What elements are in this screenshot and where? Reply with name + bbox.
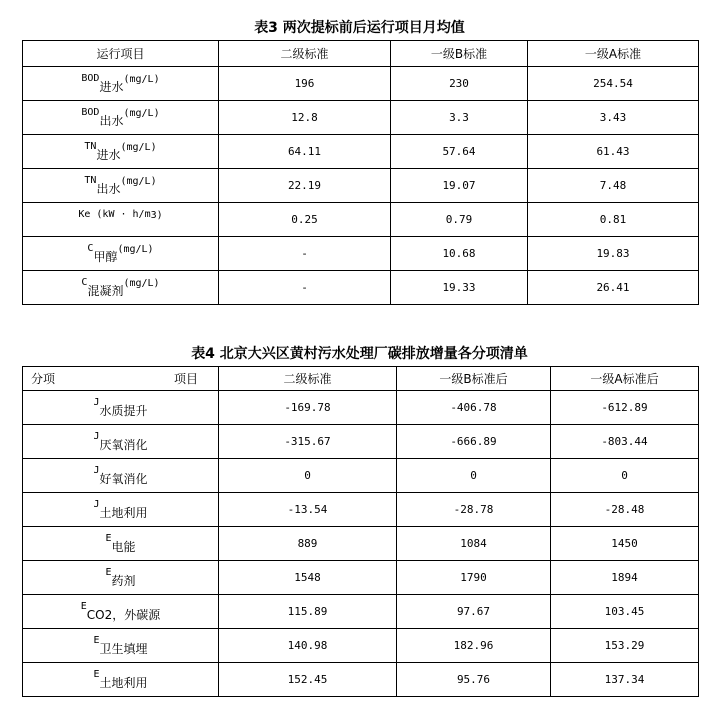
- table-cell: 1548: [219, 561, 397, 595]
- symbol-subscript: 好氧消化: [99, 471, 148, 486]
- row-symbol: [84, 141, 156, 163]
- table-row: [23, 459, 699, 493]
- table-cell: 12.8: [219, 101, 391, 135]
- row-label: [23, 561, 219, 595]
- table-cell: 7.48: [528, 169, 699, 203]
- symbol-unit: (mg/L): [123, 277, 160, 289]
- table-row: [23, 101, 699, 135]
- table-cell: 61.43: [528, 135, 699, 169]
- table3-header-grade1a: 一级A标准: [528, 41, 699, 67]
- symbol-base: E: [105, 566, 112, 578]
- symbol-base: J: [93, 430, 100, 442]
- table-row: [23, 595, 699, 629]
- table-row: [23, 237, 699, 271]
- table-cell: 140.98: [219, 629, 397, 663]
- table-cell: -: [219, 271, 391, 305]
- table-cell: -666.89: [397, 425, 551, 459]
- table-cell: 97.67: [397, 595, 551, 629]
- table-cell: 103.45: [551, 595, 699, 629]
- table-cell: 0.25: [219, 203, 391, 237]
- table3: [22, 40, 699, 305]
- row-symbol: [93, 499, 147, 521]
- table3-header-row: [23, 41, 699, 67]
- symbol-base: E: [93, 634, 100, 646]
- table-row: [23, 425, 699, 459]
- table-cell: 182.96: [397, 629, 551, 663]
- row-symbol: [93, 465, 147, 487]
- table-cell: 0: [219, 459, 397, 493]
- table-cell: 196: [219, 67, 391, 101]
- row-symbol: [78, 209, 162, 230]
- table-row: [23, 527, 699, 561]
- row-symbol: [84, 175, 156, 197]
- table-row: [23, 629, 699, 663]
- symbol-subscript: 土地利用: [99, 675, 148, 690]
- table-cell: 3.43: [528, 101, 699, 135]
- symbol-base: J: [93, 396, 100, 408]
- row-label: [23, 271, 219, 305]
- symbol-unit: (mg/L): [120, 175, 157, 187]
- table-cell: -803.44: [551, 425, 699, 459]
- table-cell: 64.11: [219, 135, 391, 169]
- symbol-base: C: [87, 242, 94, 254]
- table-row: [23, 203, 699, 237]
- symbol-subscript: 卫生填埋: [99, 641, 148, 656]
- symbol-base: TN: [84, 140, 97, 152]
- symbol-unit: 3): [150, 210, 163, 221]
- symbol-unit: (mg/L): [123, 73, 160, 85]
- table-cell: 10.68: [391, 237, 528, 271]
- table-row: [23, 493, 699, 527]
- row-label: [23, 527, 219, 561]
- symbol-subscript: 进水: [96, 147, 121, 162]
- table-row: [23, 663, 699, 697]
- symbol-unit: (mg/L): [123, 107, 160, 119]
- table-cell: -406.78: [397, 391, 551, 425]
- table-cell: 153.29: [551, 629, 699, 663]
- row-label: [23, 237, 219, 271]
- symbol-subscript: 厌氧消化: [99, 437, 148, 452]
- table-cell: 19.07: [391, 169, 528, 203]
- table4-header-secondary: 二级标准: [219, 367, 397, 391]
- table-cell: 230: [391, 67, 528, 101]
- row-symbol: [81, 277, 159, 299]
- table4-header-row: [23, 367, 699, 391]
- row-symbol: [81, 107, 159, 129]
- row-label: [23, 493, 219, 527]
- symbol-base: BOD: [81, 106, 100, 118]
- table-cell: 95.76: [397, 663, 551, 697]
- table4-header-item: [23, 367, 219, 391]
- table-cell: -169.78: [219, 391, 397, 425]
- table-cell: 0.79: [391, 203, 528, 237]
- table4: [22, 366, 699, 697]
- table-cell: 115.89: [219, 595, 397, 629]
- symbol-subscript: 电能: [111, 539, 136, 554]
- table-cell: 57.64: [391, 135, 528, 169]
- row-symbol: [87, 243, 153, 265]
- table4-header-project: 项目: [173, 372, 198, 386]
- row-symbol: [93, 635, 147, 657]
- row-label: [23, 663, 219, 697]
- table-row: [23, 135, 699, 169]
- table-cell: 137.34: [551, 663, 699, 697]
- table3-header-secondary: 二级标准: [219, 41, 391, 67]
- table-row: [23, 561, 699, 595]
- table4-header-category: 分项: [31, 372, 56, 386]
- table-cell: 22.19: [219, 169, 391, 203]
- symbol-subscript: 混凝剂: [87, 283, 124, 298]
- symbol-base: J: [93, 498, 100, 510]
- row-symbol: [81, 601, 161, 623]
- symbol-subscript: 水质提升: [99, 403, 148, 418]
- table-row: [23, 169, 699, 203]
- symbol-subscript: 甲醇: [93, 249, 118, 264]
- symbol-base: C: [81, 276, 88, 288]
- table-cell: 19.83: [528, 237, 699, 271]
- row-label: [23, 67, 219, 101]
- row-label: [23, 391, 219, 425]
- table-cell: -: [219, 237, 391, 271]
- table-cell: 1894: [551, 561, 699, 595]
- row-label: [23, 101, 219, 135]
- symbol-base: J: [93, 464, 100, 476]
- table-cell: 0: [551, 459, 699, 493]
- table-cell: 1084: [397, 527, 551, 561]
- symbol-subscript: 土地利用: [99, 505, 148, 520]
- table-cell: -315.67: [219, 425, 397, 459]
- table3-header-item: 运行项目: [23, 41, 219, 67]
- table-row: [23, 391, 699, 425]
- symbol-unit: (mg/L): [117, 243, 154, 255]
- table3-caption: 表3 两次提标前后运行项目月均值: [254, 20, 465, 36]
- table-cell: -28.48: [551, 493, 699, 527]
- row-symbol: [105, 533, 135, 555]
- table3-header-grade1b: 一级B标准: [391, 41, 528, 67]
- symbol-base: E: [80, 600, 87, 612]
- table-cell: 3.3: [391, 101, 528, 135]
- table-cell: 19.33: [391, 271, 528, 305]
- row-symbol: [93, 669, 147, 691]
- row-symbol: [81, 73, 159, 95]
- table-cell: 889: [219, 527, 397, 561]
- symbol-base: E: [93, 668, 100, 680]
- table4-header-grade1a: 一级A标准后: [551, 367, 699, 391]
- symbol-base: TN: [84, 174, 97, 186]
- symbol-unit: (mg/L): [120, 141, 157, 153]
- row-label: [23, 595, 219, 629]
- symbol-subscript: 进水: [99, 79, 124, 94]
- table-cell: 254.54: [528, 67, 699, 101]
- row-symbol: [93, 397, 147, 419]
- row-label: [23, 169, 219, 203]
- symbol-subscript: 出水: [96, 181, 121, 196]
- table-cell: 152.45: [219, 663, 397, 697]
- row-label: [23, 629, 219, 663]
- row-label: [23, 459, 219, 493]
- table4-header-grade1b: 一级B标准后: [397, 367, 551, 391]
- table-row: [23, 67, 699, 101]
- table-row: [23, 271, 699, 305]
- table-cell: 26.41: [528, 271, 699, 305]
- table-cell: 0: [397, 459, 551, 493]
- row-label: [23, 425, 219, 459]
- symbol-base: Ke (kW · h/m: [78, 209, 151, 220]
- symbol-base: E: [105, 532, 112, 544]
- table-cell: 1790: [397, 561, 551, 595]
- table-cell: 0.81: [528, 203, 699, 237]
- row-symbol: [93, 431, 147, 453]
- symbol-base: BOD: [81, 72, 100, 84]
- symbol-subscript: CO2，外碳源: [86, 607, 161, 622]
- row-label: [23, 135, 219, 169]
- row-label: [23, 203, 219, 237]
- symbol-subscript: 药剂: [111, 573, 136, 588]
- table-cell: -612.89: [551, 391, 699, 425]
- table-cell: -13.54: [219, 493, 397, 527]
- table4-caption: 表4 北京大兴区黄村污水处理厂碳排放增量各分项清单: [191, 346, 528, 362]
- table-cell: 1450: [551, 527, 699, 561]
- table-cell: -28.78: [397, 493, 551, 527]
- row-symbol: [105, 567, 135, 589]
- symbol-subscript: 出水: [99, 113, 124, 128]
